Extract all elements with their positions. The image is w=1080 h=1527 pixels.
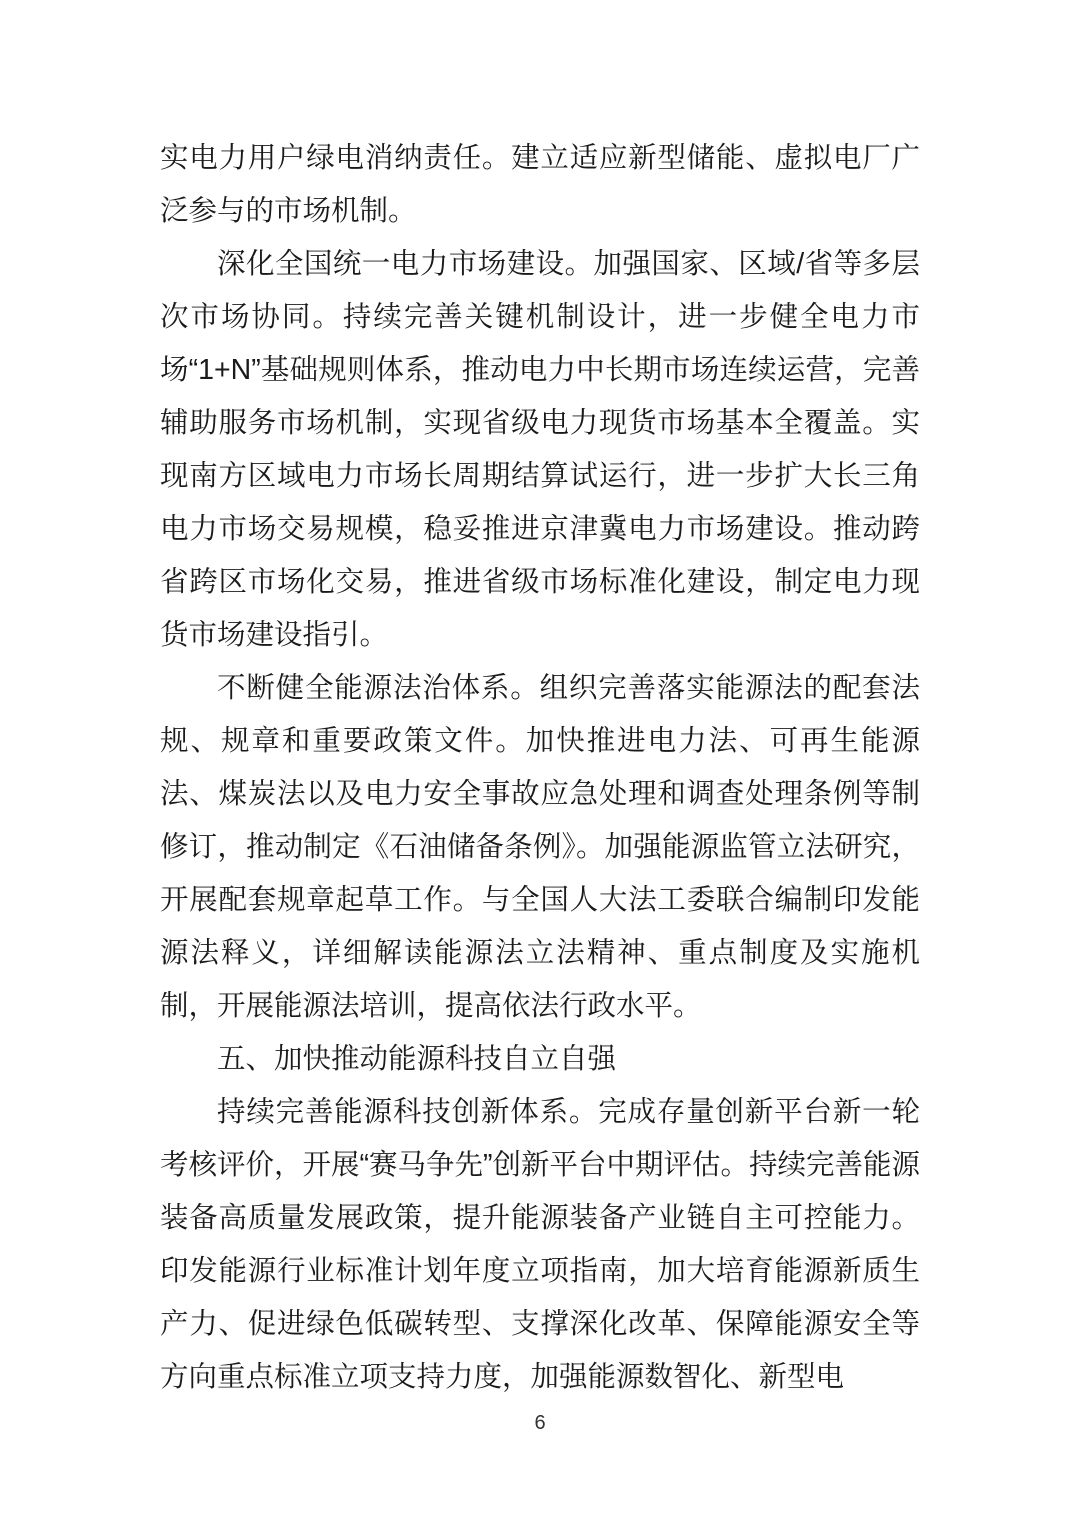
document-body: [160, 132, 920, 1404]
page-number: 6: [534, 1412, 546, 1434]
paragraph-power-market: 深化全国统一电力市场建设。加强国家、区域/省等多层次市场协同。持续完善关键机制设计，进一步健全电力市场“1+N”基础规则体系，推动电力中长期市场连续运营，完善辅助服务市场机制，实现省级电力现货市场基本全覆盖。实现南方区域电力市场长周期结算试运行，进一步扩大长三角电力市场交易规模，稳妥推进京津冀电力市场建设。推动跨省跨区市场化交易，推进省级市场标准化建设，制定电力现货市场建设指引。: [160, 248, 920, 651]
paragraph-energy-law: 不断健全能源法治体系。组织完善落实能源法的配套法规、规章和重要政策文件。加快推进电力法、可再生能源法、煤炭法以及电力安全事故应急处理和调查处理条例等制修订，推动制定《石油储备条例》。加强能源监管立法研究，开展配套规章起草工作。与全国人大法工委联合编制印发能源法释义，详细解读能源法立法精神、重点制度及实施机制，开展能源法培训，提高依法行政水平。: [160, 672, 920, 1022]
section-heading: 五、加快推动能源科技自立自强: [217, 1043, 617, 1075]
paragraph-continuation: 实电力用户绿电消纳责任。建立适应新型储能、虚拟电厂广泛参与的市场机制。: [160, 142, 920, 227]
paragraph-energy-technology: 持续完善能源科技创新体系。完成存量创新平台新一轮考核评价，开展“赛马争先”创新平台中期评估。持续完善能源装备高质量发展政策，提升能源装备产业链自主可控能力。印发能源行业标准计划年度立项指南，加大培育能源新质生产力、促进绿色低碳转型、支撑深化改革、保障能源安全等方向重点标准立项支持力度，加强能源数智化、新型电: [160, 1096, 920, 1393]
